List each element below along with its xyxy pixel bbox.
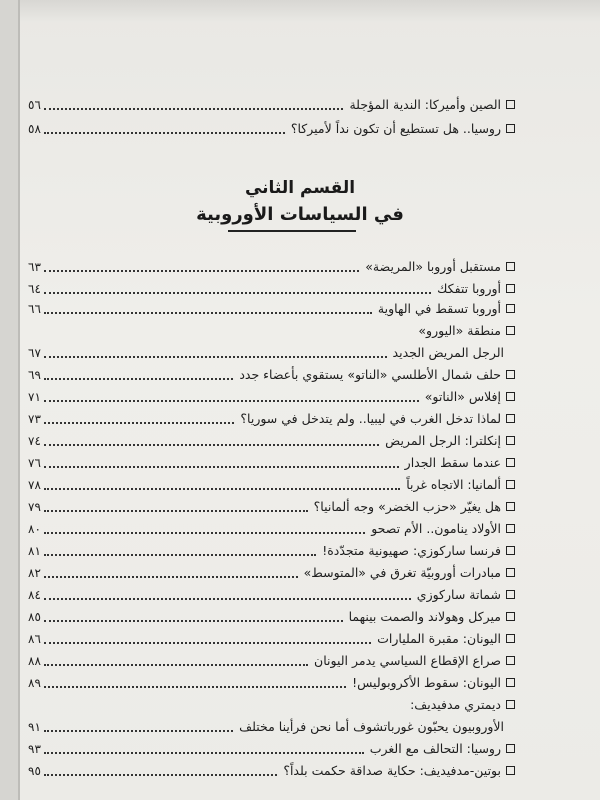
- checkbox-square-icon: [506, 392, 515, 401]
- toc-entry-title-wrap: [370, 738, 515, 760]
- toc-entry-title-wrap: [377, 628, 515, 650]
- toc-entry: [0, 628, 600, 650]
- toc-entry-title-wrap: [352, 672, 515, 694]
- toc-entry-title-wrap: [425, 386, 515, 408]
- section-subtitle: في السياسات الأوروبية: [196, 204, 404, 225]
- toc-leader-dots: [44, 466, 399, 468]
- toc-page-number: ٧١: [28, 390, 41, 404]
- checkbox-square-icon: [506, 262, 515, 271]
- toc-leader-dots: [44, 620, 343, 622]
- checkbox-square-icon: [506, 458, 515, 467]
- toc-page-number: ٧٦: [28, 456, 41, 470]
- toc-entry-title: روسيا.. هل تستطيع أن تكون نداً لأميركا؟: [290, 121, 501, 136]
- toc-entry-title-wrap: [283, 760, 515, 782]
- toc-leader-dots: [44, 132, 285, 134]
- toc-entry-title: أوروبا تسقط في الهاوية: [377, 301, 501, 316]
- toc-page-number: ٧٤: [28, 434, 41, 448]
- toc-leader-dots: [44, 292, 431, 294]
- toc-entry: [0, 364, 600, 386]
- toc-page-number: ٩١: [28, 720, 41, 734]
- toc-entry: [0, 452, 600, 474]
- checkbox-square-icon: [506, 480, 515, 489]
- toc-entry: [0, 256, 600, 278]
- toc-entry-title-wrap: [291, 118, 515, 140]
- toc-leader-dots: [44, 312, 372, 314]
- toc-page-number: ٧٣: [28, 412, 41, 426]
- section-underline: [228, 230, 356, 232]
- toc-entry: [0, 298, 600, 320]
- toc-entry-title: بوتين-مدفيديف: حكاية صداقة حكمت بلداً؟: [283, 763, 501, 778]
- toc-entry: [0, 118, 600, 140]
- toc-entry-title-wrap: [314, 650, 515, 672]
- toc-entry-title: مبادرات أوروبيّة تغرق في «المتوسط»: [303, 565, 501, 580]
- toc-leader-dots: [44, 108, 343, 110]
- toc-entry-title: الصين وأميركا: الندية المؤجلة: [349, 97, 501, 112]
- checkbox-square-icon: [506, 304, 515, 313]
- toc-entry: [0, 716, 600, 738]
- toc-page-number: ٨٦: [28, 632, 41, 646]
- toc-entry-title-wrap: [393, 342, 504, 364]
- checkbox-square-icon: [506, 568, 515, 577]
- toc-leader-dots: [44, 270, 359, 272]
- toc-page-number: ٨٨: [28, 654, 41, 668]
- toc-page-number: ٨٤: [28, 588, 41, 602]
- toc-entry-title-wrap: [240, 408, 515, 430]
- checkbox-square-icon: [506, 502, 515, 511]
- toc-entry: [0, 540, 600, 562]
- toc-leader-dots: [44, 576, 298, 578]
- toc-entry-title: شماتة ساركوزي: [416, 587, 501, 602]
- toc-leader-dots: [44, 488, 400, 490]
- toc-entry-title: إفلاس «الناتو»: [424, 389, 501, 404]
- toc-leader-dots: [44, 664, 308, 666]
- toc-entry-title: اليونان: مقبرة المليارات: [377, 631, 501, 646]
- toc-leader-dots: [44, 686, 346, 688]
- toc-page-number: ٦٦: [28, 302, 41, 316]
- toc-leader-dots: [44, 554, 316, 556]
- toc-entry-title: لماذا تدخل الغرب في ليبيا.. ولم يتدخل في سوريا؟: [240, 411, 501, 426]
- toc-entry: [0, 738, 600, 760]
- toc-page-number: ٦٤: [28, 282, 41, 296]
- toc-page-number: ٨٩: [28, 676, 41, 690]
- toc-entry-title-wrap: [378, 298, 515, 320]
- toc-entry-title: أوروبا تتفكك: [437, 281, 501, 296]
- toc-entry: [0, 408, 600, 430]
- toc-entry-title: روسيا: التحالف مع الغرب: [369, 741, 501, 756]
- toc-page-number: ٩٥: [28, 764, 41, 778]
- toc-leader-dots: [44, 422, 234, 424]
- toc-entry: [0, 430, 600, 452]
- checkbox-square-icon: [506, 590, 515, 599]
- toc-entry-title: ميركل وهولاند والصمت بينهما: [348, 609, 501, 624]
- toc-entry-title: عندما سقط الجدار: [404, 455, 501, 470]
- toc-leader-dots: [44, 532, 365, 534]
- checkbox-square-icon: [506, 612, 515, 621]
- toc-leader-dots: [44, 752, 364, 754]
- toc-page-number: ٦٧: [28, 346, 41, 360]
- toc-entry-title-wrap: [314, 496, 515, 518]
- toc-entry: [0, 278, 600, 300]
- toc-entry: [0, 760, 600, 782]
- toc-entry-title: مستقبل أوروبا «المريضة»: [365, 259, 501, 274]
- checkbox-square-icon: [506, 656, 515, 665]
- toc-leader-dots: [44, 510, 308, 512]
- toc-page-number: ٦٣: [28, 260, 41, 274]
- toc-page-number: ٧٩: [28, 500, 41, 514]
- toc-page-number: ٨٥: [28, 610, 41, 624]
- toc-entry-title: إنكلترا: الرجل المريض: [385, 433, 501, 448]
- toc-page-number: ٨١: [28, 544, 41, 558]
- toc-entry-title: اليونان: سقوط الأكروبوليس!: [352, 675, 501, 690]
- checkbox-square-icon: [506, 546, 515, 555]
- toc-entry: [0, 320, 600, 342]
- toc-entry-title: الأوروبيون يحبّون غورباتشوف أما نحن فرأينا مختلف: [239, 719, 504, 734]
- toc-entry: [0, 474, 600, 496]
- toc-leader-dots: [44, 400, 419, 402]
- toc-entry-title-wrap: [349, 606, 515, 628]
- toc-entry-title-wrap: [417, 584, 515, 606]
- toc-entry: [0, 606, 600, 628]
- section-title: القسم الثاني: [244, 178, 356, 198]
- toc-leader-dots: [44, 444, 379, 446]
- toc-entry: [0, 342, 600, 364]
- toc-leader-dots: [44, 598, 411, 600]
- toc-entry-title-wrap: [405, 452, 515, 474]
- toc-entry: [0, 386, 600, 408]
- toc-leader-dots: [44, 730, 233, 732]
- checkbox-square-icon: [506, 634, 515, 643]
- toc-entry-title-wrap: [418, 320, 515, 342]
- page-shadow: [20, 0, 600, 22]
- toc-page-number: ٨٠: [28, 522, 41, 536]
- checkbox-square-icon: [506, 100, 515, 109]
- toc-entry: [0, 562, 600, 584]
- toc-entry-title: الأولاد ينامون.. الأم تصحو: [371, 521, 501, 536]
- checkbox-square-icon: [506, 326, 515, 335]
- toc-leader-dots: [44, 356, 387, 358]
- toc-entry: [0, 584, 600, 606]
- toc-entry-title: صراع الإقطاع السياسي يدمر اليونان: [314, 653, 501, 668]
- checkbox-square-icon: [506, 524, 515, 533]
- checkbox-square-icon: [506, 414, 515, 423]
- toc-page-number: ٩٣: [28, 742, 41, 756]
- toc-entry-title: الرجل المريض الجديد: [392, 345, 504, 360]
- toc-entry: [0, 94, 600, 116]
- toc-leader-dots: [44, 378, 233, 380]
- toc-entry-title-wrap: [304, 562, 515, 584]
- checkbox-square-icon: [506, 700, 515, 709]
- checkbox-square-icon: [506, 124, 515, 133]
- toc-entry-title-wrap: [365, 256, 515, 278]
- toc-entry-title: ديمتري مدفيديف:: [410, 697, 501, 712]
- toc-entry: [0, 650, 600, 672]
- toc-entry-title: منطقة «اليورو»: [418, 323, 501, 338]
- toc-page-number: ٨٢: [28, 566, 41, 580]
- toc-entry-title-wrap: [371, 518, 515, 540]
- toc-entry-title-wrap: [410, 694, 515, 716]
- toc-page-number: ٥٦: [28, 98, 41, 112]
- checkbox-square-icon: [506, 370, 515, 379]
- toc-entry-title-wrap: [322, 540, 515, 562]
- toc-entry-title-wrap: [385, 430, 515, 452]
- toc-leader-dots: [44, 774, 277, 776]
- toc-entry-title: ألمانيا: الاتجاه غرباً: [406, 477, 501, 492]
- toc-entry: [0, 694, 600, 716]
- checkbox-square-icon: [506, 678, 515, 687]
- toc-entry-title-wrap: [349, 94, 515, 116]
- toc-entry-title: فرنسا ساركوزي: صهيونية متجدّدة!: [322, 543, 501, 558]
- toc-entry-title: حلف شمال الأطلسي «الناتو» يستقوي بأعضاء جدد: [239, 367, 501, 382]
- checkbox-square-icon: [506, 284, 515, 293]
- toc-entry-title-wrap: [437, 278, 515, 300]
- toc-entry-title-wrap: [406, 474, 515, 496]
- toc-entry: [0, 496, 600, 518]
- toc-entry-title-wrap: [239, 364, 515, 386]
- toc-entry-title-wrap: [239, 716, 504, 738]
- toc-entry: [0, 672, 600, 694]
- checkbox-square-icon: [506, 744, 515, 753]
- toc-page-number: ٧٨: [28, 478, 41, 492]
- toc-entry-title: هل يغيّر «حزب الخضر» وجه ألمانيا؟: [313, 499, 501, 514]
- checkbox-square-icon: [506, 436, 515, 445]
- toc-entry: [0, 518, 600, 540]
- toc-page-number: ٥٨: [28, 122, 41, 136]
- checkbox-square-icon: [506, 766, 515, 775]
- toc-leader-dots: [44, 642, 371, 644]
- toc-page-number: ٦٩: [28, 368, 41, 382]
